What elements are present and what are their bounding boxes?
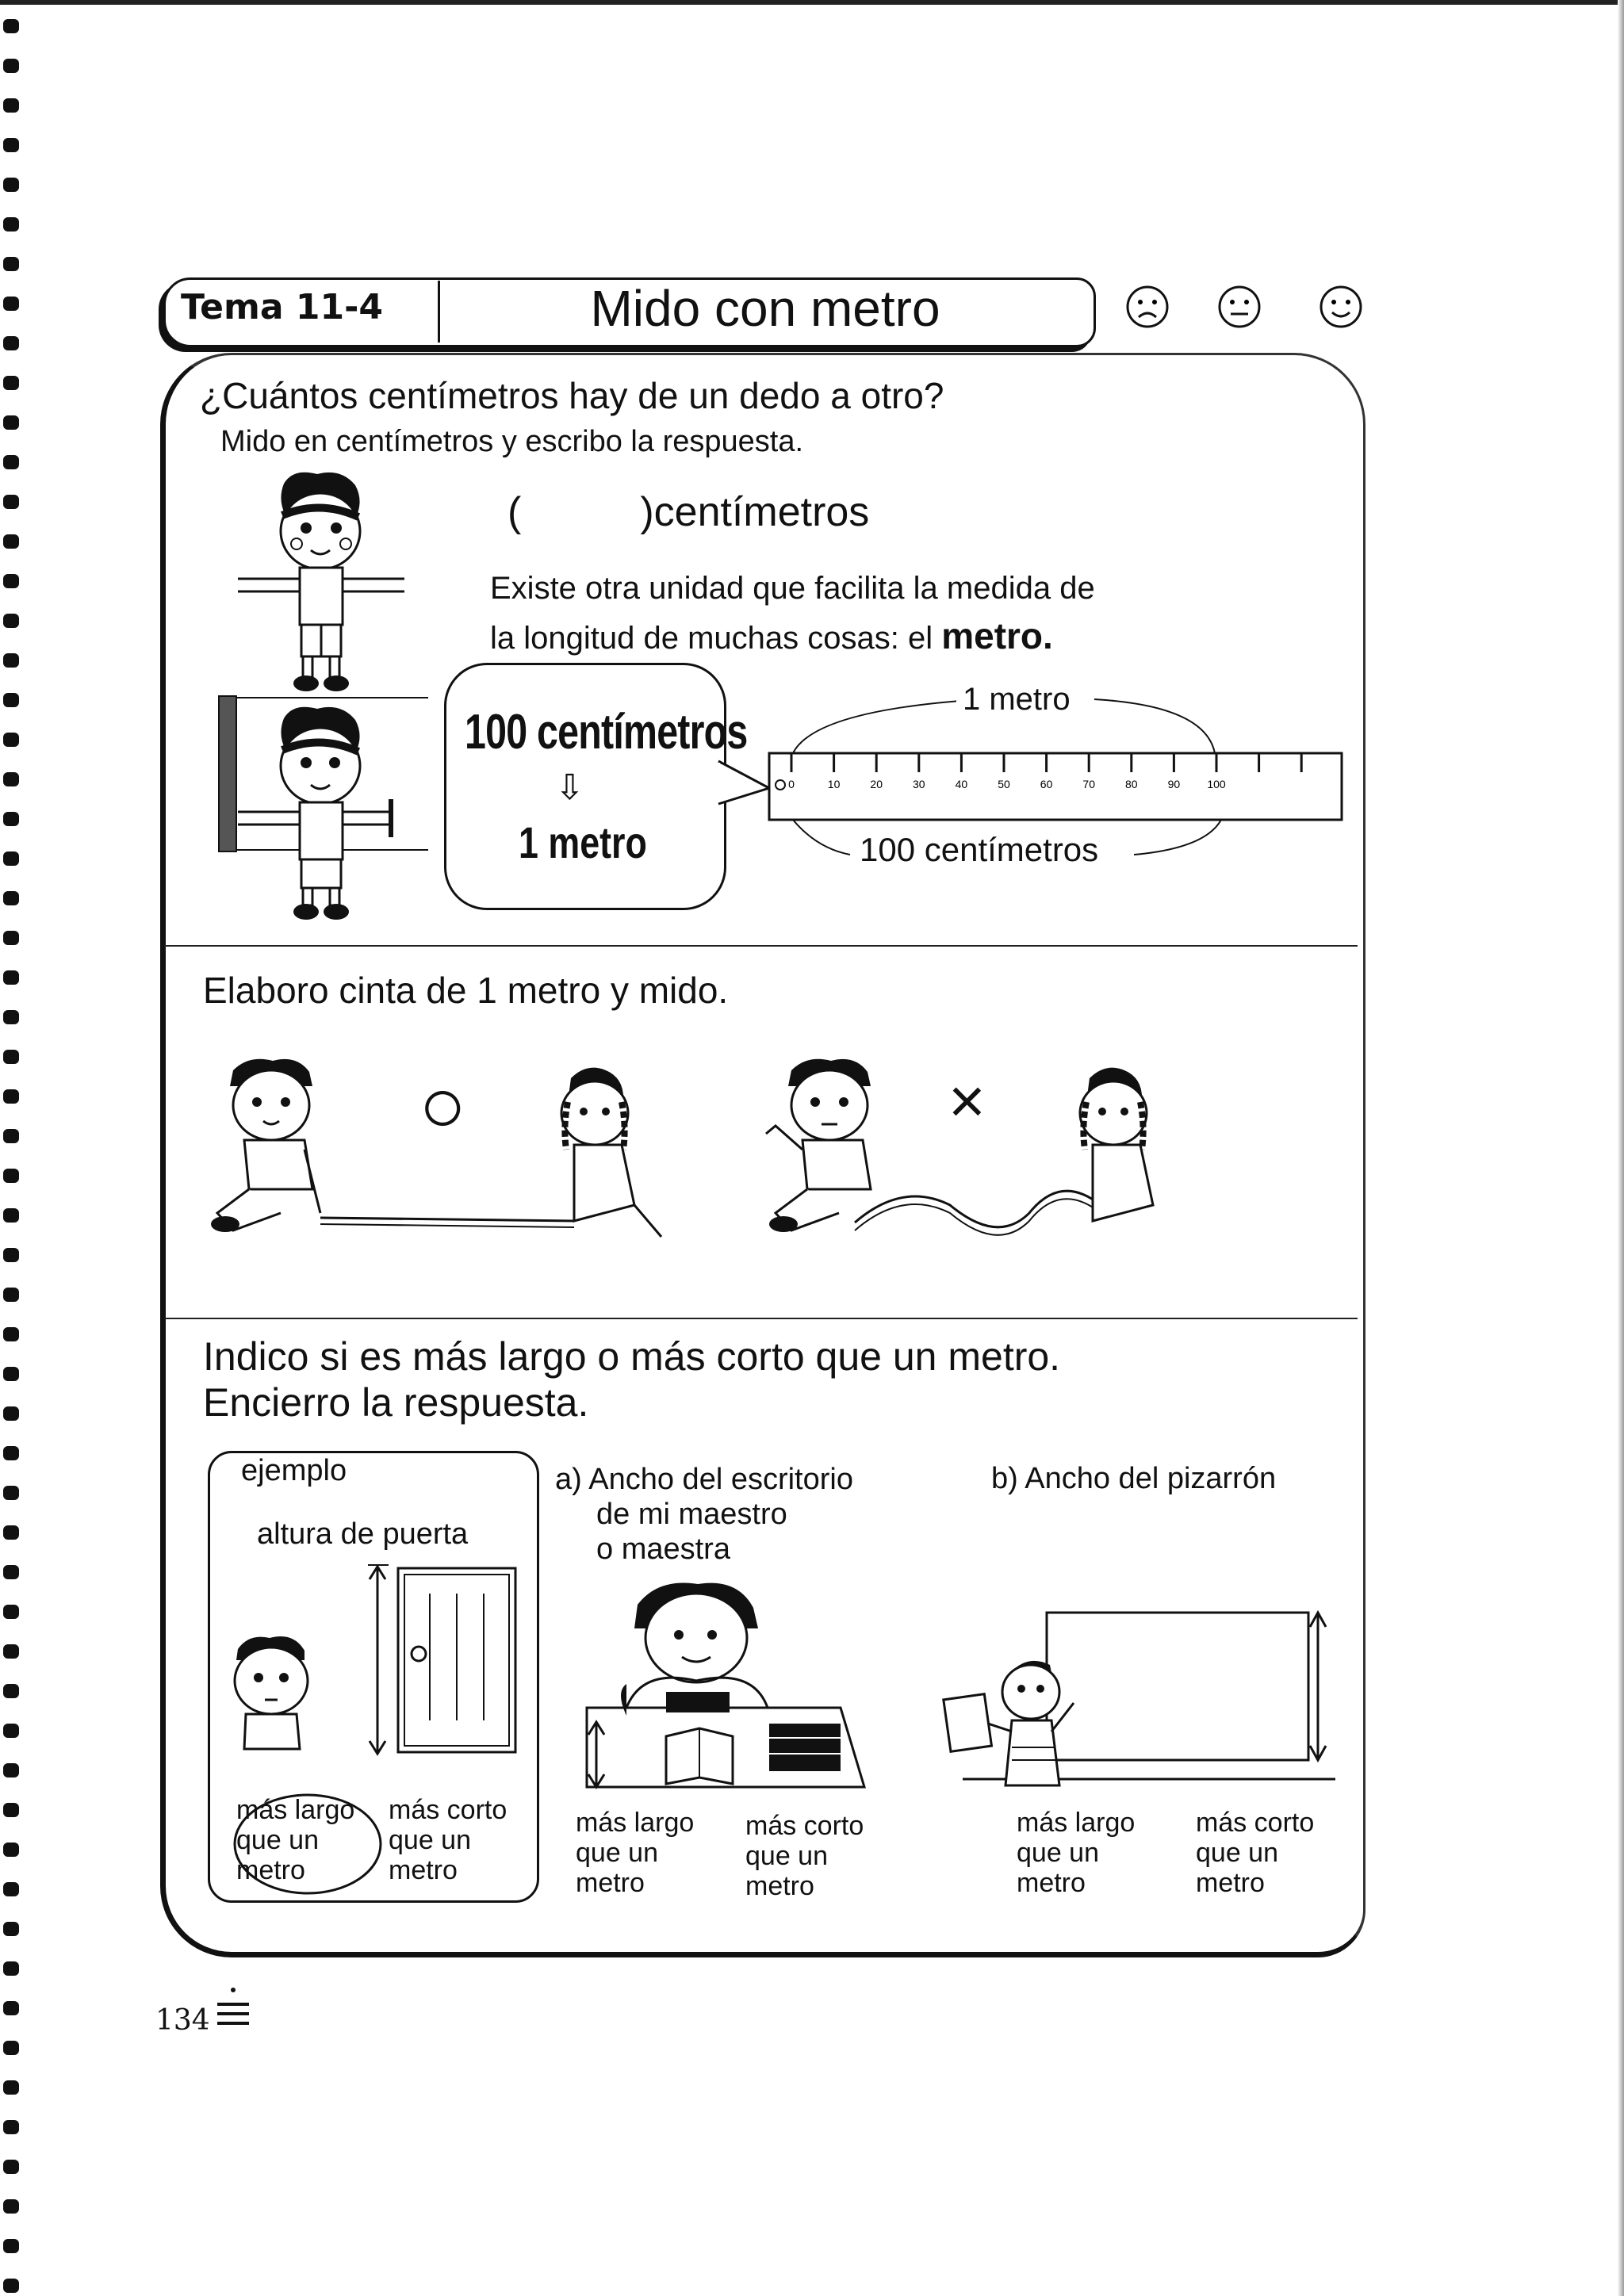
spiral-hole	[3, 1486, 19, 1500]
spiral-hole	[3, 2080, 19, 2095]
spiral-hole	[3, 931, 19, 945]
spiral-hole	[3, 1565, 19, 1579]
spiral-hole	[3, 2001, 19, 2015]
spiral-hole	[3, 1843, 19, 1857]
section-divider-1	[164, 945, 1358, 947]
spiral-hole	[3, 217, 19, 232]
ruler-tick-label: 70	[1082, 778, 1095, 790]
spiral-hole	[3, 733, 19, 747]
example-option-shorter[interactable]: más corto que un metro	[389, 1795, 508, 1885]
spiral-hole	[3, 614, 19, 628]
page-number: 134	[155, 2004, 210, 2037]
boy-arms-open-illustration	[222, 468, 420, 698]
lesson-title: Mido con metro	[590, 280, 940, 337]
spiral-hole	[3, 1605, 19, 1619]
spiral-hole	[3, 574, 19, 588]
conversion-bubble	[444, 663, 726, 910]
ruler-tick-label: 10	[827, 778, 841, 790]
spiral-hole	[3, 772, 19, 786]
item-b-option-shorter[interactable]: más corto que un metro	[1196, 1808, 1315, 1898]
section-divider-2	[164, 1318, 1358, 1319]
ruler-tick-label: 60	[1040, 778, 1053, 790]
spiral-hole	[3, 1089, 19, 1104]
spiral-hole	[3, 812, 19, 826]
neutral-face-icon[interactable]	[1216, 284, 1262, 341]
blackboard-girl-illustration	[939, 1605, 1335, 1811]
ruler-tick-label: 50	[998, 778, 1010, 790]
spiral-hole	[3, 1525, 19, 1540]
example-caption: altura de puerta	[257, 1517, 469, 1551]
spiral-hole	[3, 1684, 19, 1698]
item-b-option-longer[interactable]: más largo que un metro	[1017, 1808, 1136, 1898]
correct-mark: ○	[419, 1061, 467, 1150]
spiral-hole	[3, 1882, 19, 1896]
spiral-hole	[3, 1169, 19, 1183]
spiral-hole	[3, 1644, 19, 1659]
spiral-hole	[3, 1763, 19, 1777]
ruler-tick-label: 20	[870, 778, 883, 790]
metro-explanation: Existe otra unidad que facilita la medida de la longitud de muchas cosas: el metro.	[490, 571, 1095, 656]
page-right-edge	[1618, 0, 1624, 2296]
item-a-option-longer[interactable]: más largo que un metro	[576, 1808, 695, 1898]
spiral-hole	[3, 297, 19, 311]
example-label: ejemplo	[241, 1454, 347, 1487]
item-b-caption: b) Ancho del pizarrón	[991, 1462, 1277, 1495]
spiral-hole	[3, 891, 19, 905]
spiral-hole	[3, 178, 19, 192]
ruler-tick-label: 30	[913, 778, 925, 790]
spiral-hole	[3, 2199, 19, 2214]
ruler-tick-label: 0	[788, 778, 795, 790]
wrong-mark: ×	[948, 1066, 986, 1136]
lesson-number: Tema 11-4	[181, 287, 383, 327]
instruction-measure: Mido en centímetros y escribo la respuesta.	[220, 425, 804, 458]
ruler-tick-label: 40	[955, 778, 968, 790]
arrow-down-icon: ⇩	[555, 768, 584, 807]
spiral-hole	[3, 1724, 19, 1738]
spiral-hole	[3, 1406, 19, 1421]
spiral-binding	[0, 0, 32, 2296]
spiral-hole	[3, 138, 19, 152]
spiral-hole	[3, 1922, 19, 1936]
spiral-hole	[3, 534, 19, 549]
spiral-hole	[3, 257, 19, 271]
spiral-hole	[3, 336, 19, 350]
conversion-meter: 1 metro	[519, 817, 647, 867]
conversion-centimeters: 100 centímetros	[465, 705, 748, 760]
spiral-hole	[3, 2239, 19, 2253]
spiral-hole	[3, 455, 19, 469]
spiral-hole	[3, 1248, 19, 1262]
ruler-tick-label: 80	[1125, 778, 1138, 790]
spiral-hole	[3, 1327, 19, 1341]
instruction-longer-shorter: Indico si es más largo o más corto que un metro. Encierro la respuesta.	[203, 1334, 1061, 1425]
spiral-hole	[3, 851, 19, 866]
spiral-hole	[3, 2041, 19, 2055]
spiral-hole	[3, 1803, 19, 1817]
instruction-make-tape: Elaboro cinta de 1 metro y mido.	[203, 970, 729, 1011]
ruler-one-meter-label: 1 metro	[956, 682, 1077, 718]
spiral-hole	[3, 2279, 19, 2293]
header-separator	[438, 281, 440, 342]
ruler-hundred-cm-label: 100 centímetros	[853, 831, 1105, 869]
spiral-hole	[3, 1446, 19, 1460]
spiral-hole	[3, 1010, 19, 1024]
spiral-hole	[3, 495, 19, 509]
spiral-hole	[3, 376, 19, 390]
example-option-longer[interactable]: más largo que un metro	[236, 1795, 355, 1885]
spiral-hole	[3, 1208, 19, 1223]
question-fingers: ¿Cuántos centímetros hay de un dedo a otro?	[200, 375, 944, 416]
mayan-numeral-icon	[214, 1984, 252, 2031]
spiral-hole	[3, 59, 19, 73]
teacher-desk-illustration	[571, 1573, 872, 1803]
spiral-hole	[3, 1961, 19, 1976]
spiral-hole	[3, 98, 19, 113]
spiral-hole	[3, 653, 19, 668]
spiral-hole	[3, 19, 19, 33]
spiral-hole	[3, 970, 19, 985]
spiral-hole	[3, 2120, 19, 2134]
spiral-hole	[3, 1129, 19, 1143]
spiral-hole	[3, 693, 19, 707]
spiral-hole	[3, 2160, 19, 2174]
spiral-hole	[3, 1288, 19, 1302]
happy-face-icon[interactable]	[1318, 284, 1364, 341]
ruler-tick-label: 100	[1207, 778, 1226, 790]
boy-measuring-wall-illustration	[214, 695, 428, 924]
item-a-caption: a) Ancho del escritorio de mi maestro o maestra	[555, 1463, 853, 1566]
item-a-option-shorter[interactable]: más corto que un metro	[745, 1811, 864, 1901]
spiral-hole	[3, 1050, 19, 1064]
spiral-hole	[3, 415, 19, 430]
answer-blank[interactable]: ( )centímetros	[508, 489, 870, 535]
sad-face-icon[interactable]	[1124, 284, 1170, 341]
door-with-boy-illustration	[222, 1562, 523, 1760]
page-top-edge	[0, 0, 1624, 5]
ruler-tick-label: 90	[1167, 778, 1181, 790]
spiral-hole	[3, 1367, 19, 1381]
